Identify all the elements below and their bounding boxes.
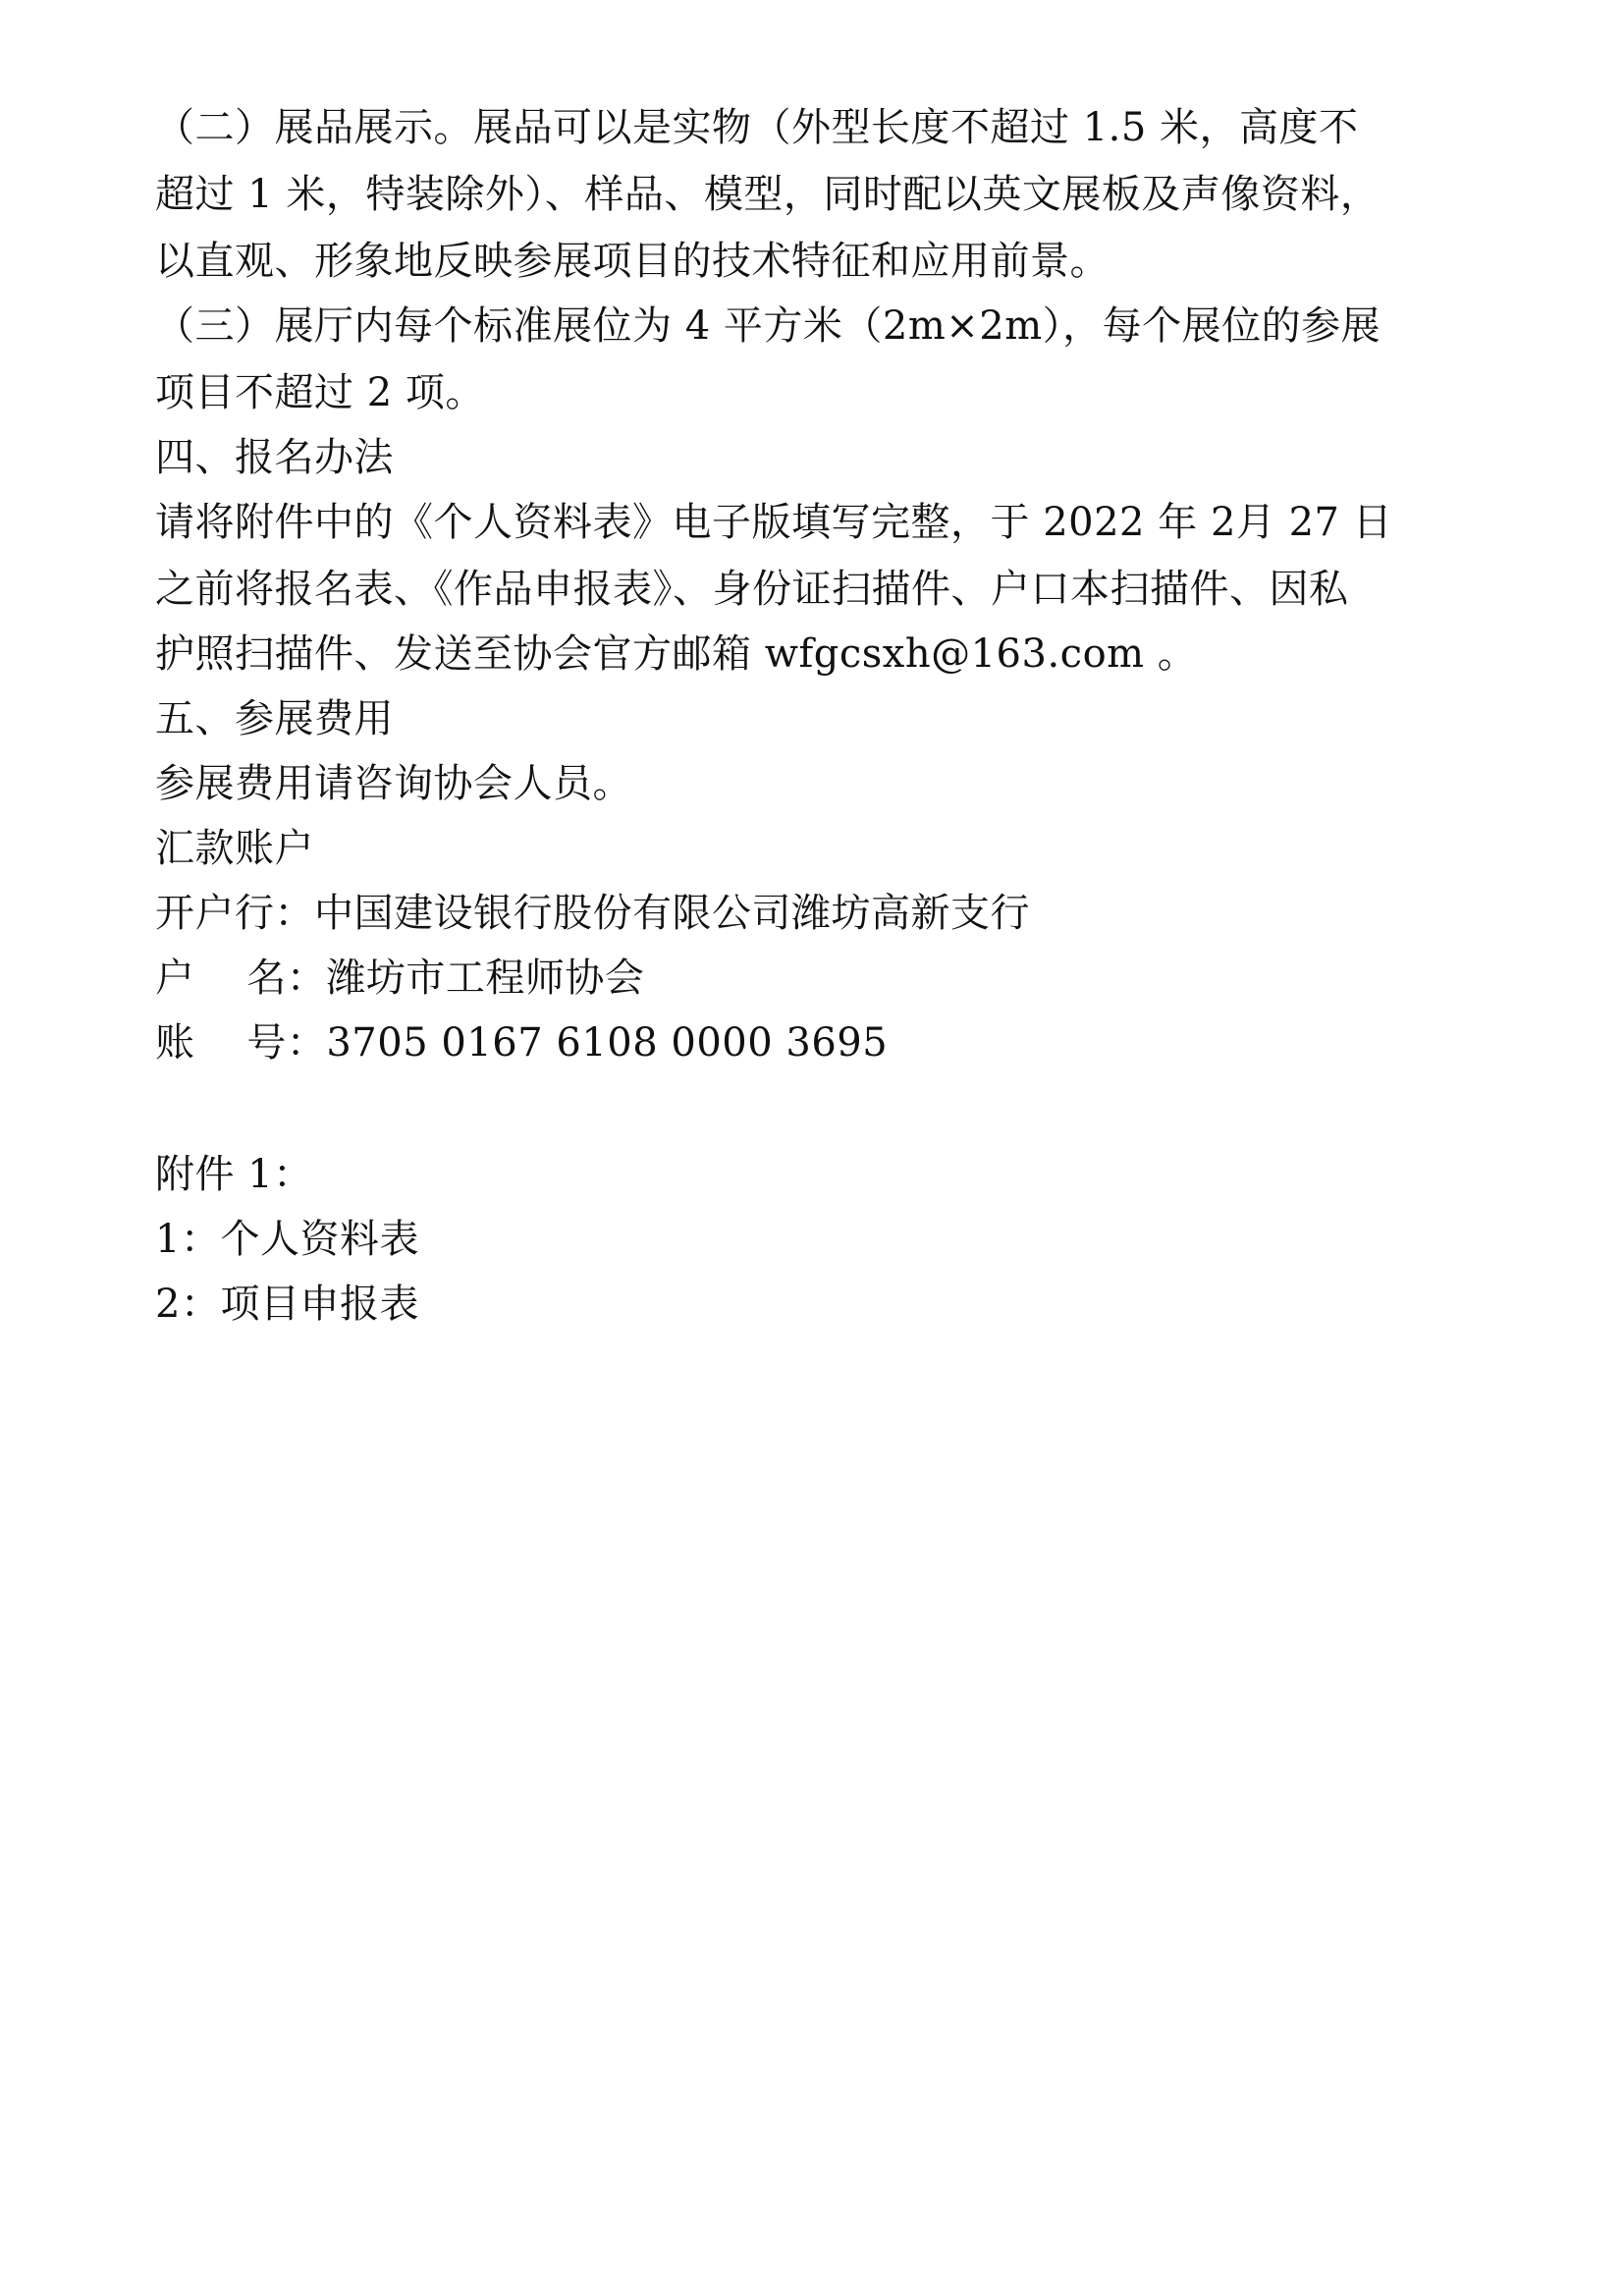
paragraph-booth-line-1: （三）展厅内每个标准展位为 4 平方米（2m×2m），每个展位的参展 [155,303,1381,349]
account-title: 汇款账户 [155,826,314,871]
paragraph-exhibit-display-line-2: 超过 1 米，特装除外）、样品、模型，同时配以英文展板及声像资料， [155,172,1380,217]
attachment-item-project-application: 2：项目申报表 [155,1282,419,1327]
account-holder-name: 户 名：潍坊市工程师协会 [155,956,645,1001]
section-heading-fees: 五、参展费用 [155,696,394,741]
section-heading-registration: 四、报名办法 [155,435,394,480]
paragraph-exhibit-display-line-1: （二）展品展示。展品可以是实物（外型长度不超过 1.5 米，高度不 [155,105,1359,150]
registration-line-3: 护照扫描件、发送至协会官方邮箱 wfgcsxh@163.com 。 [155,631,1198,677]
registration-line-1: 请将附件中的《个人资料表》电子版填写完整，于 2022 年 2月 27 日 [155,500,1393,545]
bank-name: 开户行：中国建设银行股份有限公司潍坊高新支行 [155,891,1030,936]
attachments-title: 附件 1： [155,1152,313,1197]
attachment-item-personal-info: 1：个人资料表 [155,1217,419,1262]
account-number: 账 号：3705 0167 6108 0000 3695 [155,1020,889,1066]
paragraph-exhibit-display-line-3: 以直观、形象地反映参展项目的技术特征和应用前景。 [155,239,1110,284]
registration-line-2: 之前将报名表、《作品申报表》、身份证扫描件、户口本扫描件、因私 [155,567,1349,612]
fees-note: 参展费用请咨询协会人员。 [155,761,632,806]
paragraph-booth-line-2: 项目不超过 2 项。 [155,370,485,415]
